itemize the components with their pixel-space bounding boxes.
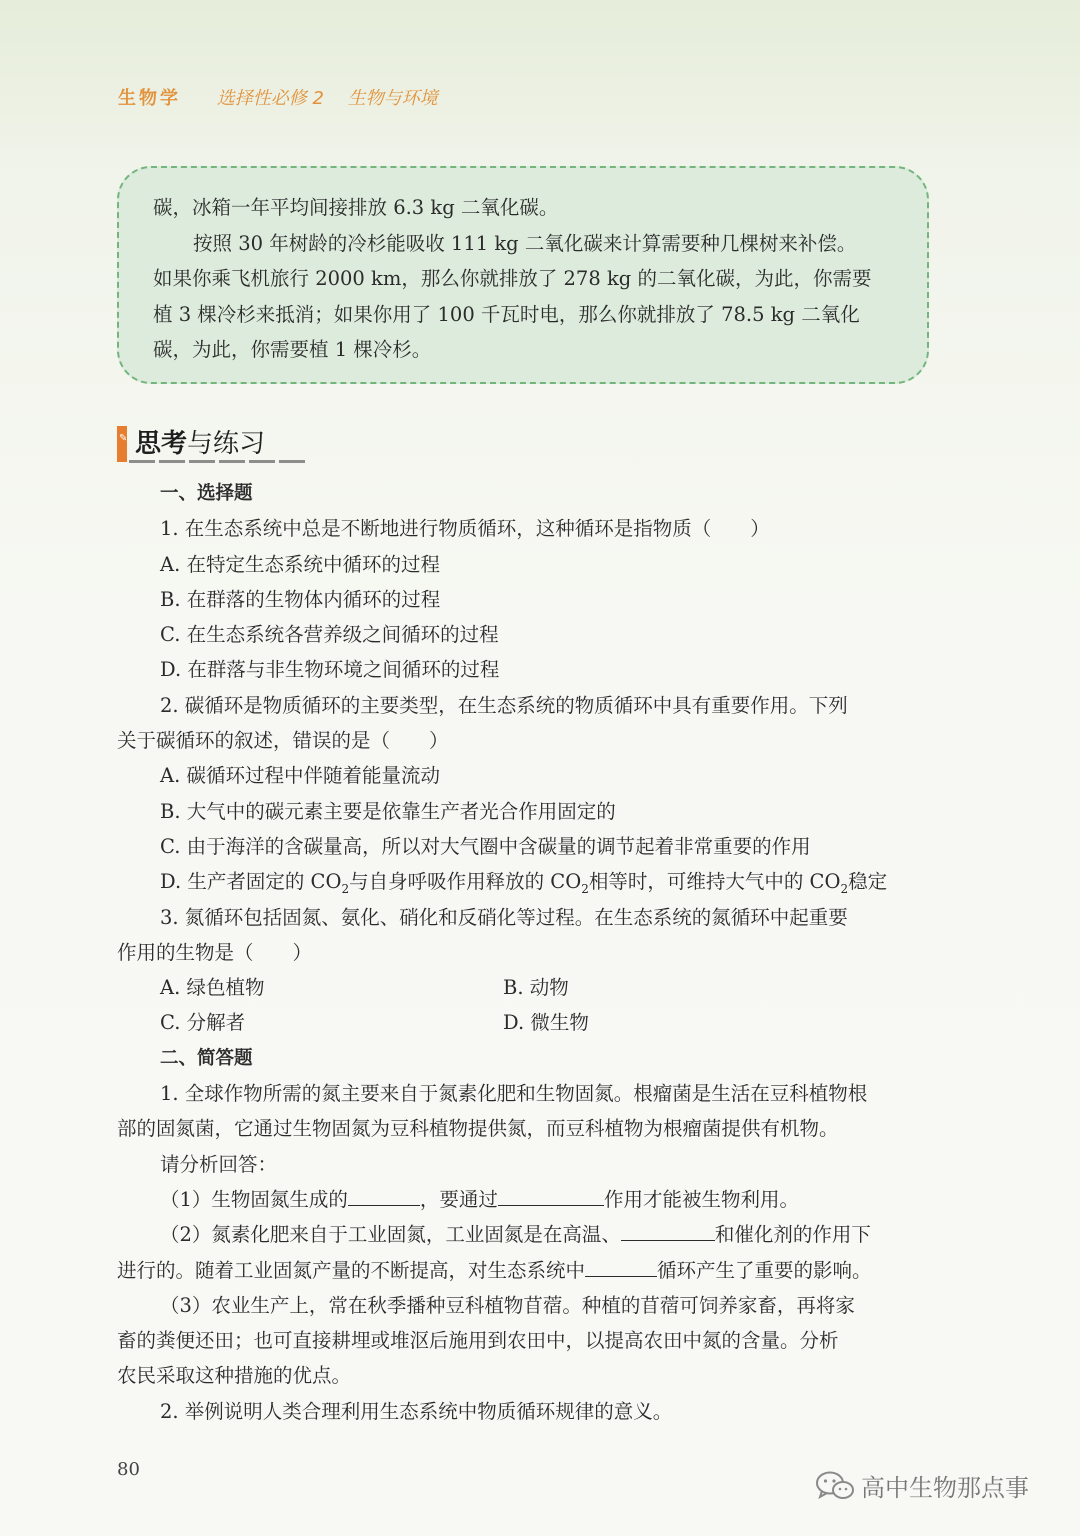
section-title-bold: 思考 (135, 429, 188, 459)
part-1-text: ，要通过 (419, 1187, 498, 1211)
section-title (135, 423, 265, 460)
pencil-icon: ✎ (119, 433, 128, 444)
part-2-text: 进行的。随着工业固氮产量的不断提高，对生态系统中 (117, 1258, 586, 1282)
short-answer-heading: 二、简答题 (160, 1047, 253, 1069)
subscript: 2 (581, 882, 589, 897)
question-2-option: C. 由于海洋的含碳量高，所以对大气圈中含碳量的调节起着非常重要的作用 (160, 834, 811, 858)
wechat-logo-icon (815, 1470, 855, 1502)
part-1 (117, 1182, 929, 1217)
answer-blank (348, 1183, 420, 1206)
option-d-part: 相等时，可维持大气中的 CO (588, 870, 841, 894)
option-d-part: 与自身呼吸作用释放的 CO (349, 870, 582, 894)
question-3-option: A. 绿色植物 (160, 976, 265, 1000)
question-3-stem: 3. 氮循环包括固氮、氨化、硝化和反硝化等过程。在生态系统的氮循环中起重要 (160, 905, 848, 929)
short-question-1: 1. 全球作物所需的氮主要来自于氮素化肥和生物固氮。根瘤菌是生活在豆科植物根 (160, 1082, 868, 1106)
question-3-stem: 作用的生物是（ ） (117, 940, 313, 964)
info-box-line: 植 3 棵冷杉来抵消；如果你用了 100 千瓦时电，那么你就排放了 78.5 kg 二氧化 (153, 302, 860, 326)
question-1-option: A. 在特定生态系统中循环的过程 (160, 552, 440, 576)
question-3-options-row (117, 970, 929, 1005)
running-head (118, 84, 438, 110)
part-1-text: 作用才能被生物利用。 (603, 1187, 799, 1211)
short-question-1: 部的固氮菌，它通过生物固氮为豆科植物提供氮，而豆科植物为根瘤菌提供有机物。 (117, 1117, 839, 1141)
info-box-line: 按照 30 年树龄的冷杉能吸收 111 kg 二氧化碳来计算需要种几棵树来补偿。 (193, 231, 857, 255)
answer-blank (585, 1254, 657, 1277)
section-underline (129, 460, 307, 463)
page-number: 80 (117, 1459, 140, 1480)
question-1-stem: 1. 在生态系统中总是不断地进行物质循环，这种循环是指物质（ ） (160, 517, 770, 541)
watermark (815, 1468, 1029, 1503)
part-3: （3）农业生产上，常在秋季播种豆科植物苜蓿。种植的苜蓿可饲养家畜，再将家 (160, 1293, 855, 1317)
part-2-text: （2）氮素化肥来自于工业固氮，工业固氮是在高温、 (160, 1223, 621, 1247)
question-3-options-row (117, 1005, 929, 1040)
question-1-option: C. 在生态系统各营养级之间循环的过程 (160, 623, 499, 647)
running-head-subject: 生物学 (118, 88, 181, 109)
question-3-option: D. 微生物 (503, 1011, 589, 1035)
section-heading (117, 420, 297, 468)
question-2-option: B. 大气中的碳元素主要是依靠生产者光合作用固定的 (160, 799, 616, 823)
answer-blank (621, 1218, 715, 1241)
info-box-line: 如果你乘飞机旅行 2000 km，那么你就排放了 278 kg 的二氧化碳，为此，你需要 (153, 267, 872, 290)
running-head-chapter: 生物与环境 (347, 88, 438, 109)
info-box-line: 碳，为此，你需要植 1 棵冷杉。 (153, 338, 432, 361)
question-3-option: C. 分解者 (160, 1011, 246, 1035)
option-d-part: 稳定 (848, 870, 888, 894)
answer-blank (498, 1183, 604, 1206)
question-3-option: B. 动物 (503, 976, 569, 1000)
section-marker-bar (117, 426, 127, 462)
question-1-option: D. 在群落与非生物环境之间循环的过程 (160, 658, 500, 682)
part-2 (117, 1253, 929, 1288)
part-3: 农民采取这种措施的优点。 (117, 1364, 352, 1388)
option-d-part: D. 生产者固定的 CO (160, 870, 342, 894)
question-2-option: A. 碳循环过程中伴随着能量流动 (160, 764, 440, 788)
subscript: 2 (840, 882, 849, 897)
short-question-2: 2. 举例说明人类合理利用生态系统中物质循环规律的意义。 (160, 1399, 673, 1423)
exercise-body (117, 476, 929, 1429)
question-2-stem: 2. 碳循环是物质循环的主要类型，在生态系统的物质循环中具有重要作用。下列 (160, 693, 848, 717)
section-title-light: 与练习 (187, 429, 266, 459)
info-box (117, 166, 929, 384)
question-1-option: B. 在群落的生物体内循环的过程 (160, 587, 441, 611)
question-2-stem: 关于碳循环的叙述，错误的是（ ） (117, 729, 449, 753)
watermark-text: 高中生物那点事 (861, 1474, 1029, 1502)
question-2-option-d (117, 864, 929, 899)
part-3: 畜的粪便还田；也可直接耕埋或堆沤后施用到农田中，以提高农田中氮的含量。分析 (117, 1329, 839, 1353)
part-2-text: 循环产生了重要的影响。 (657, 1258, 872, 1282)
choice-heading: 一、选择题 (160, 483, 253, 504)
info-box-line: 碳，冰箱一年平均间接排放 6.3 kg 二氧化碳。 (153, 196, 559, 219)
part-1-text: （1）生物固氮生成的 (160, 1187, 348, 1211)
subscript: 2 (341, 882, 350, 897)
short-prompt: 请分析回答： (160, 1152, 278, 1176)
running-head-book: 选择性必修 2 (216, 88, 324, 109)
part-2-text: 和催化剂的作用下 (714, 1223, 871, 1247)
part-2 (117, 1217, 929, 1252)
